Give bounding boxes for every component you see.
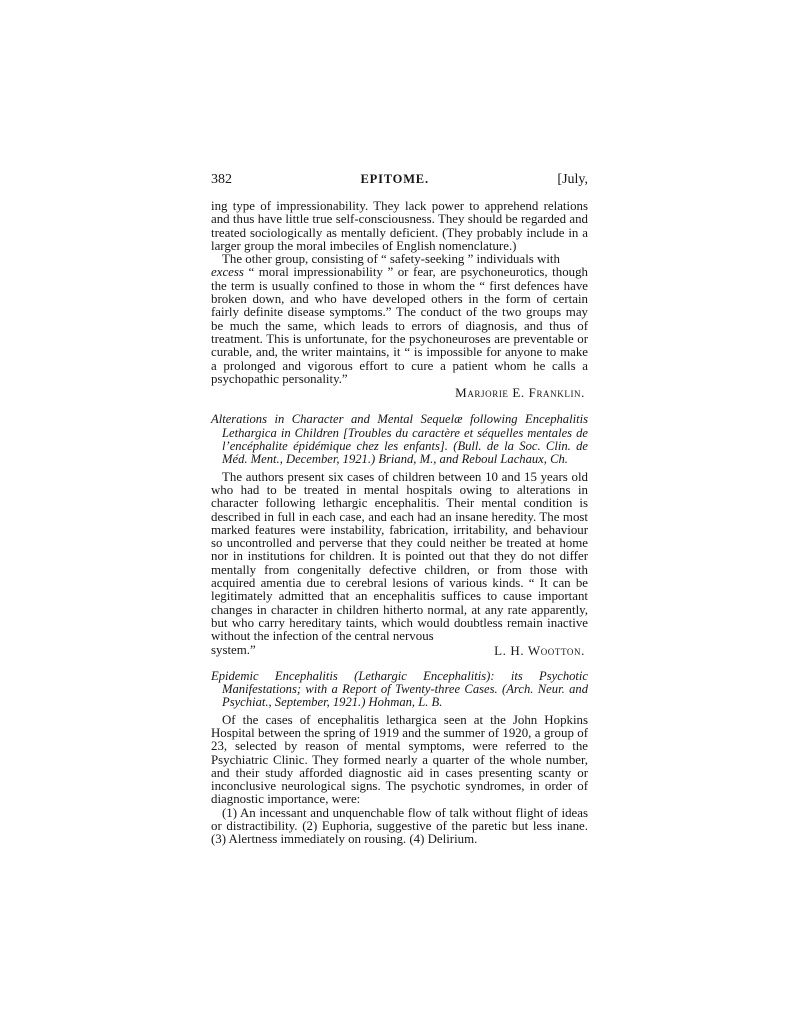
article1-excess-word: excess [211, 265, 244, 280]
article2-last-line [211, 644, 588, 657]
article2-reference: Alterations in Character and Mental Sequelæ following Encephalitis Lethargica in Children [Troubles du caractère et séquelles mentales de l’encéphalite épidémique chez les enfants]. (Bull. de la Soc. Clin. de Méd. Ment., December, 1921.) Briand, M., and Reboul Lachaux, Ch. [211, 412, 588, 467]
article2-body: The authors present six cases of children between 10 and 15 years old who had to be treated in mental hospitals owing to alterations in character following lethargic encephalitis. Their mental condition is described in full in each case, and each had an insane heredity. The most marked features were instability, fabrication, irritability, and behaviour so uncontrolled and perverse that they could neither be treated at home nor in institutions for children. It is pointed out that they do not differ mentally from congenitally defective children, or from those with acquired amentia due to cerebral lesions of various kinds. “ It can be legitimately admitted that an encephalitis suffices to cause important changes in character in children hitherto normal, at any rate apparently, but who carry hereditary taints, which would doubtless remain inactive without the infection of the central nervous [211, 469, 588, 644]
article2-signature: L. H. Wootton. [494, 642, 585, 658]
article3-para2: (1) An incessant and unquenchable flow of talk without flight of ideas or distractibility. (2) Euphoria, suggestive of the paretic but less inane. (3) Alertness immediately on rousing. (4) Delirium. [211, 805, 588, 847]
article1-para2-rest: “ moral impressionability ” or fear, are psychoneurotics, though the term is usually confined to those in whom the “ first defences have broken down, and who have developed others in the form of certain fairly definite disease symptoms.” The conduct of the two groups may be much the same, which leads to errors of diagnosis, and thus of treatment. This is unfortunate, for the psychoneuroses are preventable or curable, and, the writer maintains, it “ is impossible for anyone to make a prolonged and vigorous effort to cure a patient whom he calls a psychopathic personality.” [211, 265, 588, 386]
article3-reference: Epidemic Encephalitis (Lethargic Encephalitis): its Psychotic Manifestations; with a Report of Twenty-three Cases. (Arch. Neur. and Psychiat., September, 1921.) Hohman, L. B. [211, 668, 588, 710]
header-title: EPITOME. [360, 172, 429, 186]
running-header [211, 172, 588, 188]
article2-body-end: system.” [211, 642, 256, 657]
article1-para1: ing type of impressionability. They lack power to apprehend relations and thus have little true self-consciousness. They should be regarded and treated sociologically as mentally deficient. (They probably include in a larger group the moral imbeciles of English nomenclature.) [211, 199, 588, 253]
article1-signature: Marjorie E. Franklin. [455, 385, 585, 401]
text-column [211, 172, 588, 847]
header-date: [July, [557, 172, 588, 187]
article3-para1: Of the cases of encephalitis lethargica seen at the John Hopkins Hospital between the spring of 1919 and the summer of 1920, a group of 23, selected by reason of mental symptoms, were referred to the Psychiatric Clinic. They formed nearly a quarter of the whole number, and their study afforded diagnostic aid in cases presenting scanty or inconclusive neurological signs. The psychotic syndromes, in order of diagnostic importance, were: [211, 712, 588, 807]
article1-para2 [211, 253, 588, 386]
page-number: 382 [211, 172, 232, 187]
article1-para2-start: The other group, consisting of “ safety-seeking ” individuals with [222, 252, 560, 267]
